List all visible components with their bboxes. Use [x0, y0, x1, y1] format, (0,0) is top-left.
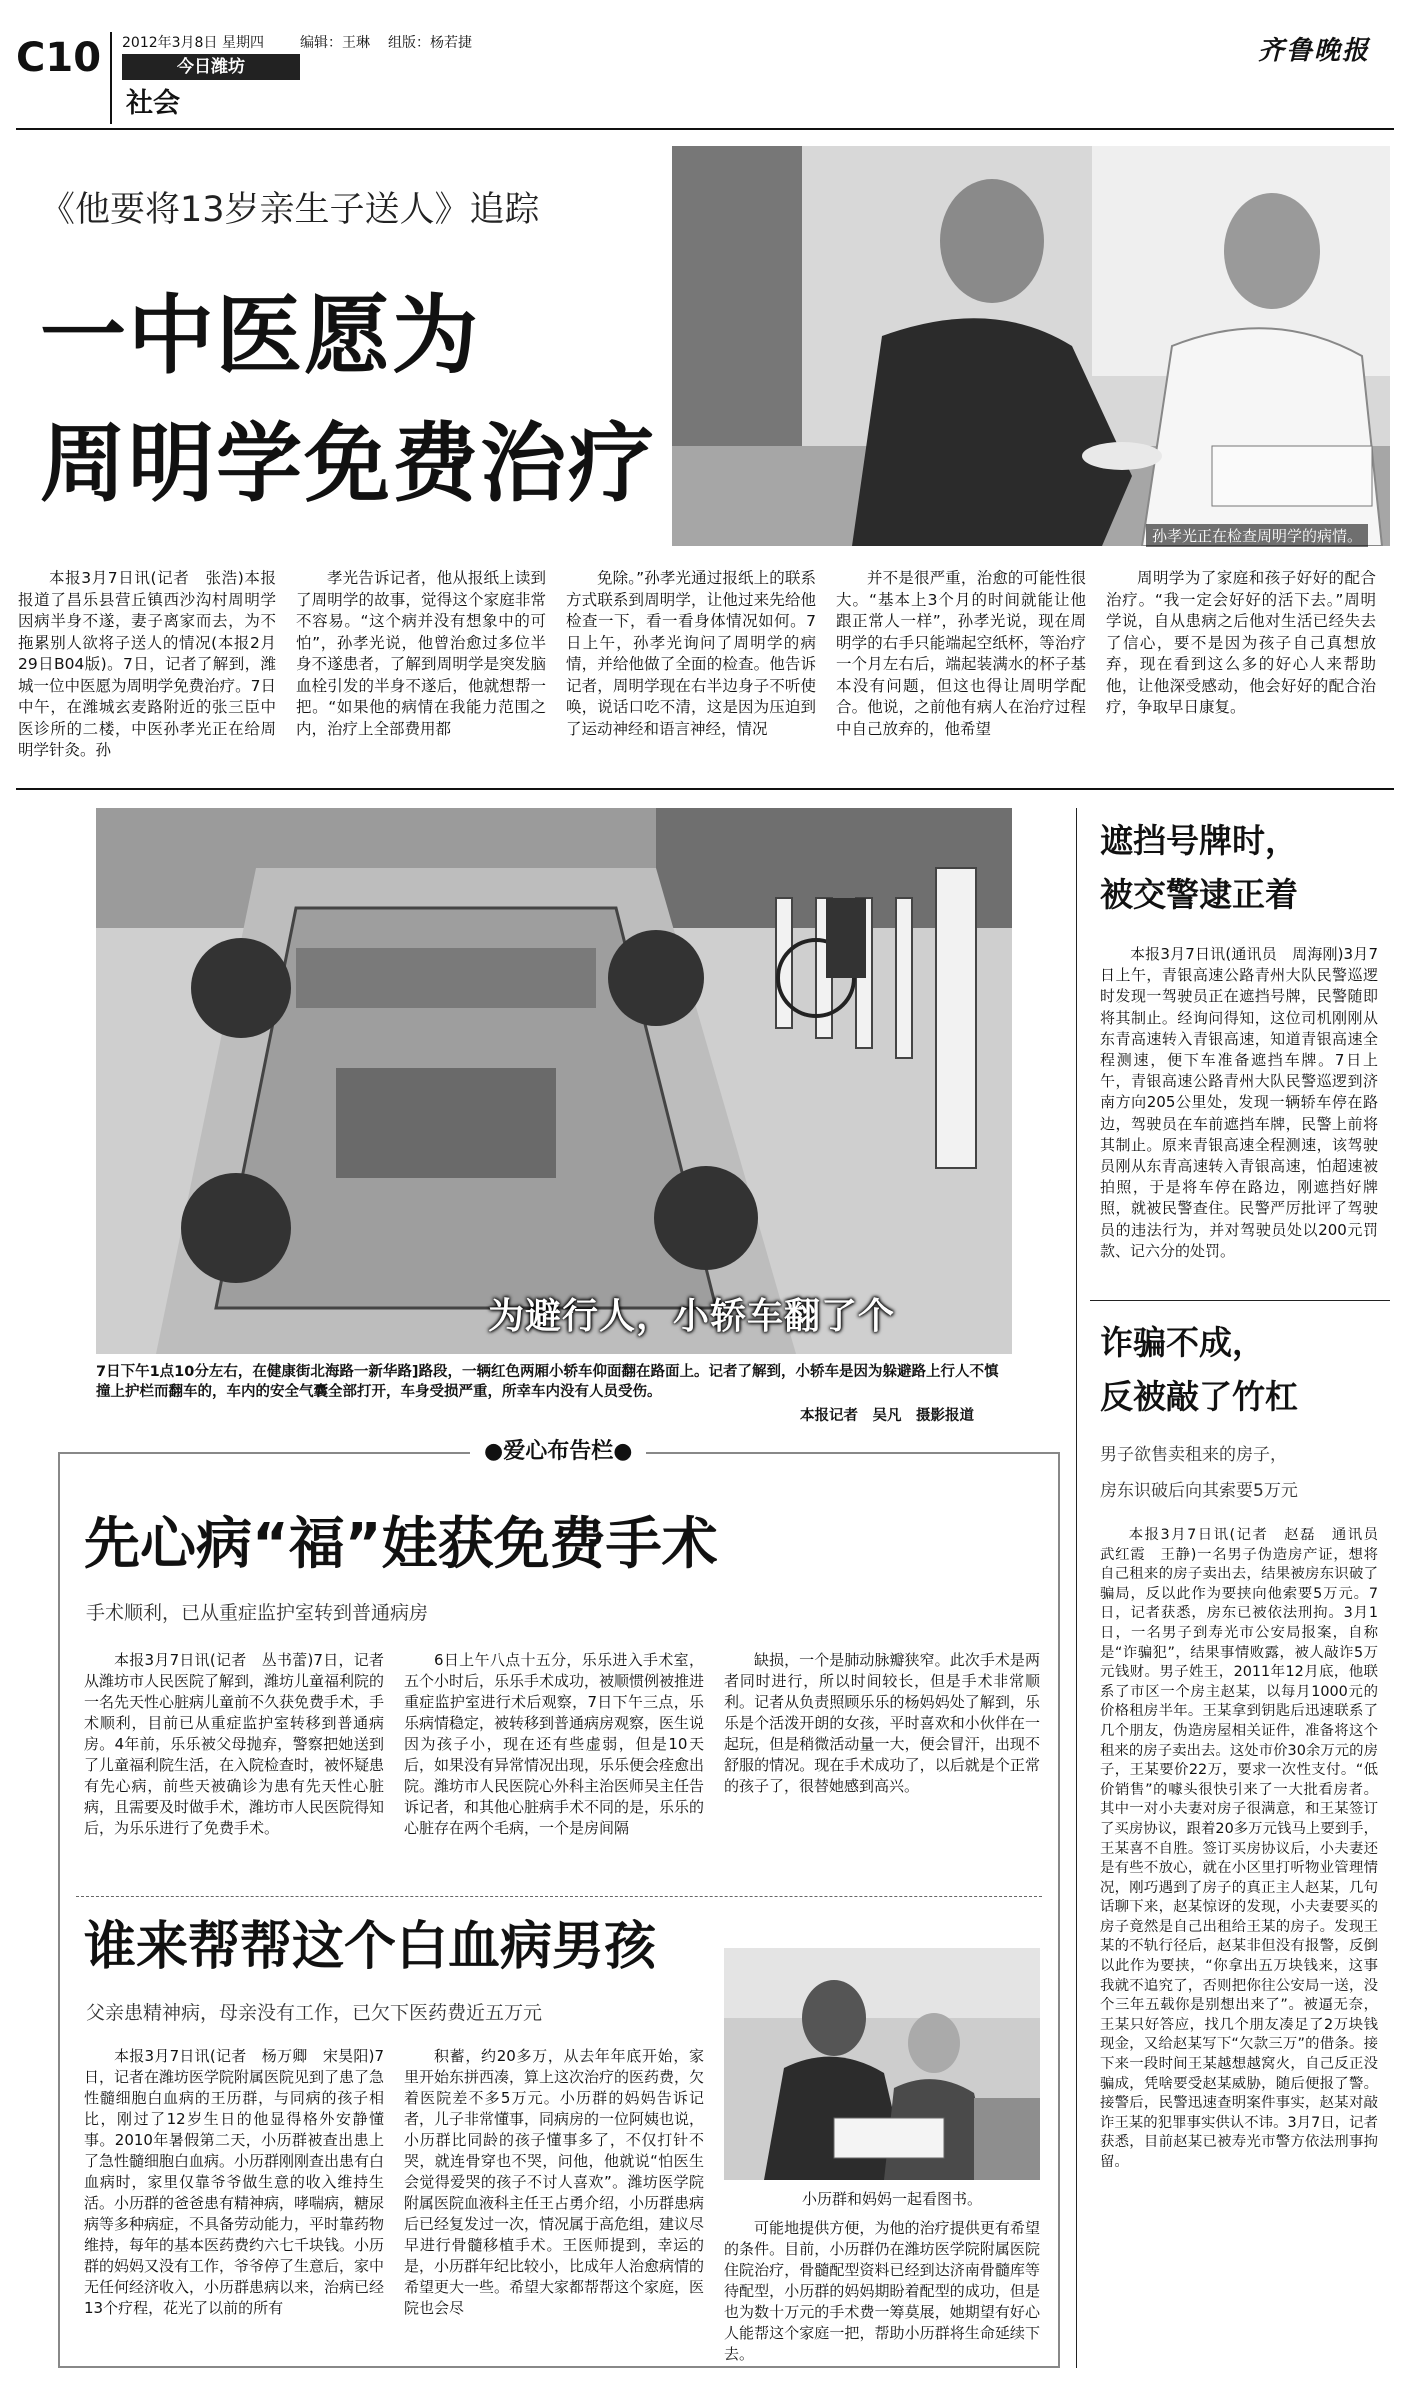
mother-son-photo [724, 1948, 1040, 2180]
board-story1-column-3: 缺损，一个是肺动脉瓣狭窄。此次手术是两者同时进行，所以时间较长，但是手术非常顺利。记者从负责照顾乐乐的杨妈妈处了解到，乐乐是个活泼开朗的女孩，平时喜欢和小伙伴在一起玩，但是稍微活动量一大，便会冒汗，出现不舒服的情况。现在手术成功了，以后就是个正常的孩子了，很替她感到高兴。 [724, 1651, 1040, 1795]
page-number: C10 [16, 35, 102, 81]
story1-column-1: 本报3月7日讯(记者 张浩)本报报道了昌乐县营丘镇西沙沟村周明学因病半身不遂，妻子离家而去，为不拖累别人欲将子送人的情况(本报2月29日B04版)。7日，记者了解到，潍城一位中医愿为周明学免费治疗。7日中午，在潍城玄麦路附近的张三臣中医诊所的二楼，中医孙孝光正在给周明学针灸。孙 [18, 569, 276, 759]
story1-column-3: 免除。”孙孝光通过报纸上的联系方式联系到周明学，让他过来先给他检查一下，看一看身体情况如何。7日上午，孙孝光询问了周明学的病情，并给他做了全面的检查。他告诉记者，周明学现在右半边身子不听使唤，说话口吃不清，这是因为压迫到了运动神经和语言神经，情况 [566, 569, 816, 738]
board-story2-column-1: 本报3月7日讯(记者 杨万卿 宋昊阳)7日，记者在潍坊医学院附属医院见到了患了急性髓细胞白血病的王历群，与同病的孩子相比，刚过了12岁生日的他显得格外安静懂事。2010年暑假第二天，小历群被查出患上了急性髓细胞白血病。小历群刚刚查出患有白血病时，家里仅靠爷爷做生意的收入维持生活。小历群的爸爸患有精神病，哮喘病，糖尿病等多种病症，不具备劳动能力，平时靠药物维持，每年的基本医药费约六七千块钱。小历群的妈妈又没有工作，爷爷停了生意后，家中无任何经济收入，小历群患病以来，治病已经13个疗程，花光了以前的所有 [84, 2047, 385, 2317]
story4-headline-line2: 反被敲了竹杠 [1100, 1377, 1298, 1416]
mother-son-photo-caption: 小历群和妈妈一起看图书。 [802, 2190, 983, 2208]
story4-body: 本报3月7日讯(记者 赵磊 通讯员 武红霞 王静)一名男子伪造房产证，想将自己租来的房子卖出去，结果被房东识破了骗局，反以此作为要挟向他索要5万元。7日，记者获悉，房东已被依法刑拘。3月1日，一名男子到寿光市公安局报案，自称是“诈骗犯”，结果事情败露，被人敲诈5万元钱财。男子姓王，2011年12月底，他联系了市区一个房主赵某，以每月1000元的价格租房半年。王某拿到钥匙后迅速联系了几个朋友，伪造房屋相关证件，准备将这个租来的房子卖出去。这处市价30余万元的房子，王某要价22万，要求一次性支付。“低价销售”的噱头很快引来了一大批看房者。其中一对小夫妻对房子很满意，和王某签订了买房协议，跟着20多万元钱马上要到手，王某喜不自胜。签订买房协议后，小夫妻还是有些不放心，就在小区里打听物业管理情况，刚巧遇到了房子的真正主人赵某，几句话聊下来，赵某惊讶的发现，小夫妻要买的房子竟然是自己出租给王某的房子。发现王某的不轨行径后，赵某非但没有报警，反倒以此作为要挟，“你拿出五万块钱来，这事我就不追究了，否则把你往公安局一送，没个三年五载你是别想出来了”。被逼无奈，王某只好答应，找几个朋友凑足了2万块钱现金，又给赵某写下“欠款三万”的借条。接下来一段时间王某越想越窝火，自己反正没骗成，凭啥要受赵某威胁，随后便报了警。接警后，民警迅速查明案件事实，赵某对敲诈王某的犯罪事实供认不讳。3月7日，记者获悉，目前赵某已被寿光市警方依法刑事拘留。 [1100, 1527, 1393, 2170]
car-photo-title: 为避行人，小轿车翻了个 [488, 1296, 896, 1337]
story1-kicker: 《他要将13岁亲生子送人》追踪 [40, 190, 540, 230]
board-story1-headline: 先心病“福”娃获免费手术 [84, 1512, 718, 1577]
story1-column-5: 周明学为了家庭和孩子好好的配合治疗。“我一定会好好的活下去。”周明学说，自从患病之后他对生活已经失去了信心，要不是因为孩子自己真想放弃，现在看到这么多的好心人来帮助他，让他深受感动，他会好好的配合治疗，争取早日康复。 [1106, 569, 1376, 716]
issue-weekday: 星期四 [222, 35, 264, 51]
board-story2-column-2: 积蓄，约20多万，从去年年底开始，家里开始东拼西凑，算上这次治疗的医药费，欠着医院差不多5万元。小历群的妈妈告诉记者，儿子非常懂事，同病房的一位阿姨也说，小历群比同龄的孩子懂事多了，不仅打针不哭，就连骨穿也不哭，问他，他就说“怕医生会觉得爱哭的孩子不讨人喜欢”。潍坊医学院附属医院血液科主任王占勇介绍，小历群患病后已经复发过一次，情况属于高危组，建议尽早进行骨髓移植手术。王医师提到，幸运的是，小历群年纪比较小，比成年人治愈病情的希望更大一些。希望大家都帮帮这个家庭，医院也会尽 [404, 2047, 705, 2317]
board-story1-deck: 手术顺利，已从重症监护室转到普通病房 [86, 1602, 429, 1624]
doctor-patient-photo [672, 146, 1390, 546]
story3-headline-line1: 遮挡号牌时， [1100, 821, 1298, 860]
board-story2-column-3: 可能地提供方便，为他的治疗提供更有希望的条件。目前，小历群仍在潍坊医学院附属医院住院治疗，骨髓配型资料已经到达济南骨髓库等待配型，小历群的妈妈期盼着配型的成功，但是也为数十万元的手术费一筹莫展，她期望有好心人能帮这个家庭一把，帮助小历群将生命延续下去。 [724, 2219, 1040, 2363]
story1-column-2: 孝光告诉记者，他从报纸上读到了周明学的故事，觉得这个家庭非常不容易。“这个病并没有想象中的可怕”，孙孝光说，他曾治愈过多位半身不遂患者，了解到周明学是突发脑血栓引发的半身不遂后，他就想帮一把。“如果他的病情在我能力范围之内，治疗上全部费用都 [296, 569, 546, 738]
car-photo-caption: 7日下午1点10分左右，在健康街北海路一新华路]路段，一辆红色两厢小轿车仰面翻在路面上。记者了解到，小轿车是因为躲避路上行人不慎撞上护栏而翻车的，车内的安全气囊全部打开，车身受损严重，所幸车内没有人员受伤。 [96, 1364, 999, 1400]
board-story1-column-2: 6日上午八点十五分，乐乐进入手术室，五个小时后，乐乐手术成功，被顺惯例被推进重症监护室进行术后观察，7日下午三点，乐乐病情稳定，被转移到普通病房观察，医生说因为孩子小，现在还有些虚弱，但是10天后，如果没有异常情况出现，乐乐便会痊愈出院。潍坊市人民医院心外科主治医师吴主任告诉记者，和其他心脏病手术不同的是，乐乐的心脏存在两个毛病，一个是房间隔 [404, 1651, 705, 1837]
car-photo-credit: 本报记者 吴凡 摄影报道 [800, 1408, 974, 1424]
story4-headline-line1: 诈骗不成， [1100, 1323, 1265, 1362]
editor-credit: 编辑：王琳 [300, 35, 370, 51]
story1-headline-line1: 一中医愿为 [40, 286, 480, 386]
overturned-car-photo [96, 808, 1012, 1354]
story3-headline-line2: 被交警逮正着 [1100, 875, 1298, 914]
story1-column-4: 并不是很严重，治愈的可能性很大。“基本上3个月的时间就能让他跟正常人一样”，孙孝光说，现在周明学的右手只能端起空纸杯，等治疗一个月左右后，端起装满水的杯子基本没有问题，但这也得让周明学配合。他说，之前他有病人在治疗过程中自己放弃的，他希望 [836, 569, 1086, 738]
story1-photo-caption: 孙孝光正在检查周明学的病情。 [1146, 524, 1368, 547]
love-board-label: ●爱心布告栏● [470, 1436, 646, 1468]
section-title: 社会 [126, 88, 180, 119]
board-story2-headline: 谁来帮帮这个白血病男孩 [84, 1917, 657, 1977]
issue-date: 2012年3月8日 [122, 35, 218, 51]
board-story1-column-1: 本报3月7日讯(记者 丛书蕾)7日，记者从潍坊市人民医院了解到，潍坊儿童福利院的一名先天性心脏病儿童前不久获免费手术，手术顺利，目前已从重症监护室转移到普通病房。4年前，乐乐被父母抛弃，警察把她送到了儿童福利院生活，在入院检查时，被怀疑患有先心病，前些天被确诊为患有先天性心脏病，且需要及时做手术，潍坊市人民医院得知后，为乐乐进行了免费手术。 [84, 1651, 385, 1837]
brand-logo: 齐鲁晚报 [1258, 36, 1371, 66]
section-tag: 今日潍坊 [122, 54, 300, 80]
story1-headline-line2: 周明学免费治疗 [40, 414, 656, 514]
board-story2-deck: 父亲患精神病，母亲没有工作，已欠下医药费近五万元 [86, 2002, 543, 2024]
story4-deck-line1: 男子欲售卖租来的房子， [1100, 1445, 1287, 1465]
story4-deck-line2: 房东识破后向其索要5万元 [1100, 1481, 1298, 1501]
story3-body: 本报3月7日讯(通讯员 周海刚)3月7日上午，青银高速公路青州大队民警巡逻时发现一驾驶员正在遮挡号牌，民警随即将其制止。经询问得知，这位司机刚刚从东青高速转入青银高速，知道青银高速全程测速，便下车准备遮挡车牌。7日上午，青银高速公路青州大队民警巡逻到济南方向205公里处，发现一辆轿车停在路边，驾驶员在车前遮挡车牌，民警上前将其制止。原来青银高速全程测速，该驾驶员刚从东青高速转入青银高速，怕超速被拍照，于是将车停在路边，刚遮挡好牌照，就被民警查住。民警严厉批评了驾驶员的违法行为，并对驾驶员处以200元罚款、记六分的处罚。 [1100, 945, 1378, 1260]
layout-credit: 组版：杨若捷 [388, 35, 472, 51]
